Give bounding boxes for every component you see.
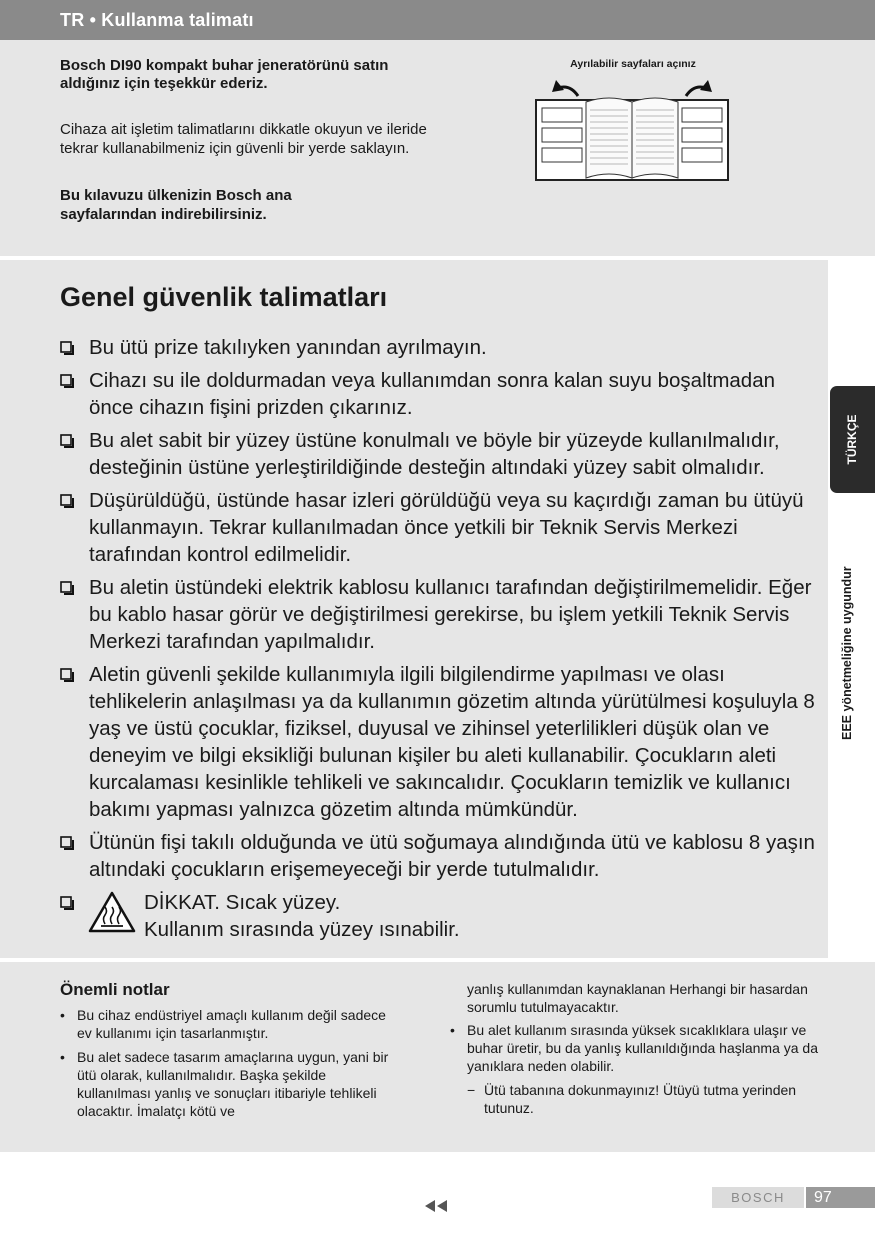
note-item-text: Bu cihaz endüstriyel amaçlı kullanım değil sadece ev kullanımı için tasarlanmıştır. bbox=[77, 1007, 386, 1041]
safety-item-text: Bu aletin üstündeki elektrik kablosu kullanıcı tarafından değiştirilmemelidir. Eğer bu kablo hasar görür ve değiştirilmesi gerekirse, bu işlem yetkili Teknik Servis Merkezi tarafından yapılmalıdır. bbox=[89, 576, 812, 653]
note-item-text: Bu alet kullanım sırasında yüksek sıcaklıklara ulaşır ve buhar üretir, bu da yanlış kullanıldığında haşlanma ya da yanıklara neden olabilir. bbox=[467, 1022, 819, 1074]
bullet-dot-icon: • bbox=[60, 1049, 65, 1065]
intro-read-instructions: Cihaza ait işletim talimatlarını dikkatle okuyun ve ileride tekrar kullanabilmeniz için güvenli bir yerde saklayın. bbox=[60, 121, 427, 157]
safety-item-text: Bu ütü prize takılıyken yanından ayrılmayın. bbox=[89, 336, 487, 359]
warning-title: DİKKAT. Sıcak yüzey. bbox=[144, 891, 341, 914]
note-continuation: yanlış kullanımdan kaynaklanan Herhangi bir hasardan sorumlu tutulmayacaktır. bbox=[467, 981, 808, 1015]
safety-item bbox=[60, 334, 820, 361]
safety-section bbox=[0, 260, 828, 958]
note-item bbox=[450, 1021, 825, 1075]
warning-description: Kullanım sırasında yüzey ısınabilir. bbox=[144, 918, 460, 941]
bullet-dot-icon: • bbox=[450, 1022, 455, 1038]
brand-label: BOSCH bbox=[712, 1187, 804, 1208]
note-sub-item bbox=[450, 1081, 825, 1117]
safety-item bbox=[60, 427, 820, 481]
safety-list bbox=[60, 334, 820, 953]
checkbox-bullet-icon bbox=[60, 668, 74, 682]
intro-download-note: Bu kılavuzu ülkenizin Bosch ana sayfalarından indirebilirsiniz. bbox=[60, 187, 292, 223]
checkbox-bullet-icon bbox=[60, 836, 74, 850]
checkbox-bullet-icon bbox=[60, 494, 74, 508]
checkbox-bullet-icon bbox=[60, 341, 74, 355]
language-tab-label: TÜRKÇE bbox=[845, 414, 859, 465]
checkbox-bullet-icon bbox=[60, 581, 74, 595]
safety-item bbox=[60, 367, 820, 421]
checkbox-bullet-icon bbox=[60, 896, 74, 910]
notes-column-left bbox=[60, 1006, 400, 1126]
checkbox-bullet-icon bbox=[60, 434, 74, 448]
note-item bbox=[60, 1006, 400, 1042]
important-notes-section bbox=[0, 962, 875, 1152]
safety-item bbox=[60, 661, 820, 823]
safety-item bbox=[60, 574, 820, 655]
header-bar bbox=[0, 0, 875, 40]
eee-compliance-label: EEE yönetmeliğine uygundur bbox=[840, 566, 854, 740]
previous-page-arrows-icon[interactable] bbox=[425, 1199, 449, 1213]
fold-out-caption: Ayrılabilir sayfaları açınız bbox=[570, 58, 696, 70]
notes-column-right bbox=[450, 980, 825, 1117]
safety-item-text: Cihazı su ile doldurmadan veya kullanımdan sonra kalan suyu boşaltmadan önce cihazın fişini prizden çıkarınız. bbox=[89, 369, 776, 419]
notes-title: Önemli notlar bbox=[60, 980, 170, 999]
safety-item-text: Aletin güvenli şekilde kullanımıyla ilgili bilgilendirme yapılması ve olası tehlikelerin anlaşılması ya da kullanımın gözetim altında yürütülmesi koşuluyla 8 yaş ve üstü çocuklar, fiziksel, duyusal ve zihinsel yeterlilikleri düşük olan ve deneyim ve bilgi eksikliği bulunan kişiler bu aleti kullanabilir. Çocukların aleti kurcalaması kesinlikle tehlikeli ve sakıncalıdır. Çocukların temizlik ve kullanıcı bakımı yapması yalnızca gözetim altında mümkündür. bbox=[89, 663, 815, 821]
hot-surface-warning-icon bbox=[88, 891, 136, 933]
note-item-text: Bu alet sadece tasarım amaçlarına uygun, yani bir ütü olarak, kullanılmalıdır. Başka şekilde kullanılması yanlış ve sonuçları itibariyle tehlikeli olacaktır. İmalatçı kötü ve bbox=[77, 1049, 389, 1119]
dash-bullet-icon: − bbox=[467, 1082, 476, 1098]
language-tab bbox=[830, 386, 875, 493]
safety-item bbox=[60, 487, 820, 568]
note-item bbox=[60, 1048, 400, 1120]
page-number: 97 bbox=[806, 1187, 875, 1208]
open-foldout-pages-illustration bbox=[534, 74, 730, 208]
safety-item-text: Bu alet sabit bir yüzey üstüne konulmalı ve böyle bir yüzeyde kullanılmalıdır, desteğinin üstüne yerleştirildiğinde desteğin altındaki yüzey sabit olmalıdır. bbox=[89, 429, 780, 479]
note-sub-item-text: Ütü tabanına dokunmayınız! Ütüyü tutma yerinden tutunuz. bbox=[484, 1082, 797, 1116]
page-header-title: TR • Kullanma talimatı bbox=[60, 10, 254, 30]
safety-title: Genel güvenlik talimatları bbox=[60, 282, 388, 312]
warning-text-block bbox=[144, 889, 460, 943]
checkbox-bullet-icon bbox=[60, 374, 74, 388]
eee-compliance bbox=[830, 510, 875, 740]
bullet-dot-icon: • bbox=[60, 1007, 65, 1023]
intro-thanks-text: Bosch DI90 kompakt buhar jeneratörünü satın aldığınız için teşekkür ederiz. bbox=[60, 57, 389, 92]
hot-surface-warning bbox=[60, 889, 820, 953]
safety-item bbox=[60, 829, 820, 883]
safety-item-text: Düşürüldüğü, üstünde hasar izleri görüldüğü veya su kaçırdığı zaman bu ütüyü kullanmayın. Tekrar kullanılmadan önce yetkili bir Teknik Servis Merkezi tarafından kontrol edilmelidir. bbox=[89, 489, 804, 566]
safety-item-text: Ütünün fişi takılı olduğunda ve ütü soğumaya alındığında ütü ve kablosu 8 yaşın altındaki çocukların erişemeyeceği bir yerde tutulmalıdır. bbox=[89, 831, 815, 881]
intro-section bbox=[0, 40, 875, 256]
